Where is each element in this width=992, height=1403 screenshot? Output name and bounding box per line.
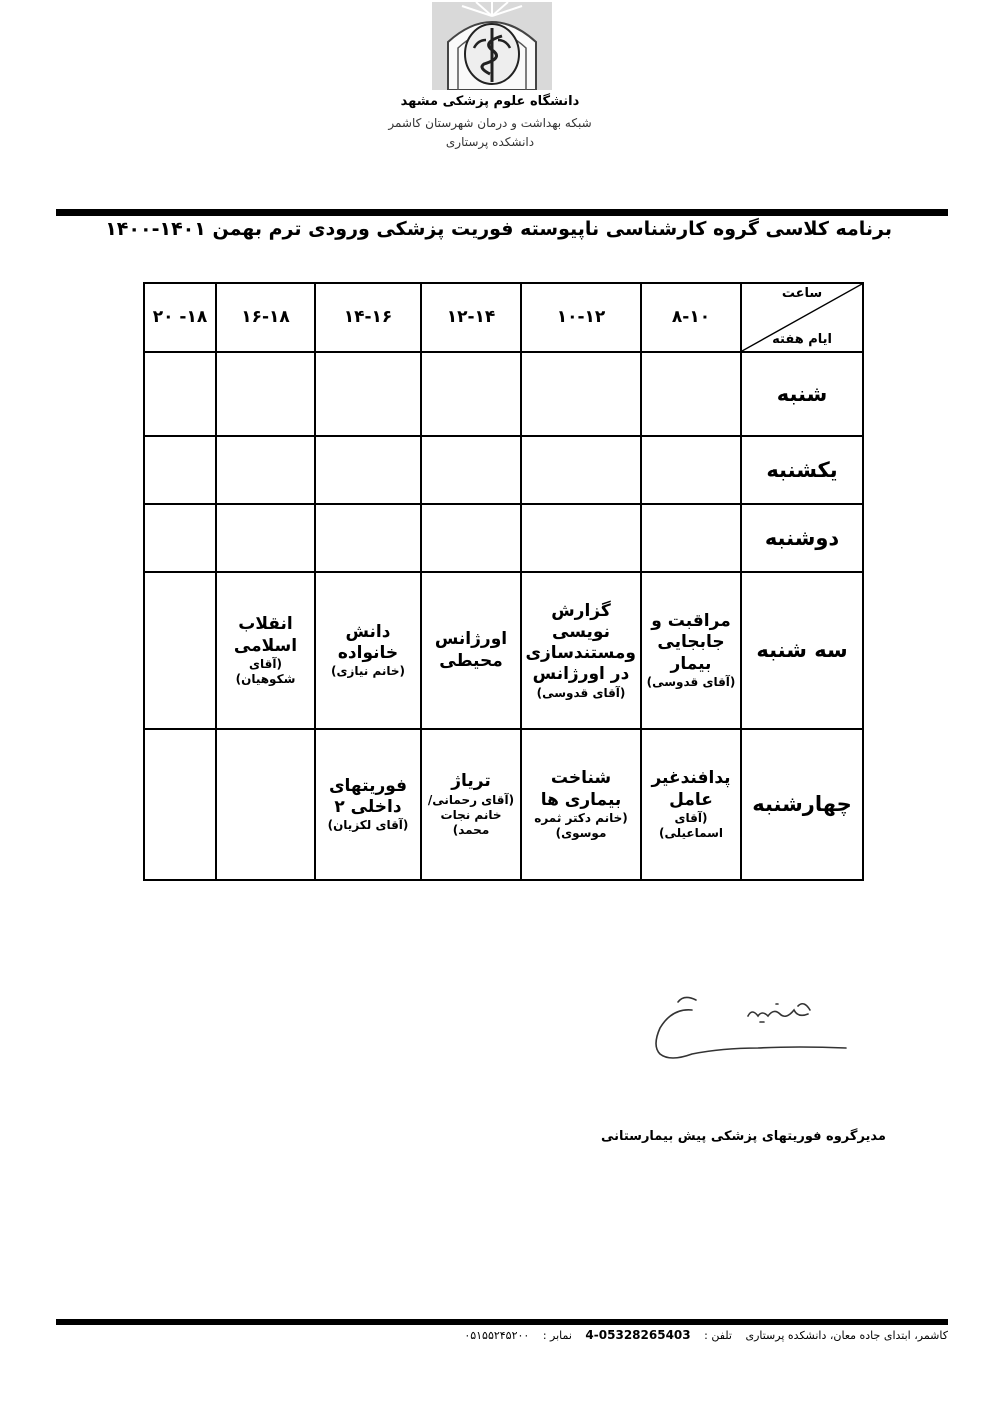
time-slot-header: ۱۶-۱۸ xyxy=(216,283,315,352)
footer-address: کاشمر، ابتدای جاده معان، دانشکده پرستاری xyxy=(745,1329,948,1342)
university-logo xyxy=(432,2,552,90)
schedule-cell xyxy=(521,504,641,572)
course-name: شناخت بیماری ها xyxy=(540,768,622,810)
schedule-cell xyxy=(521,572,641,729)
bottom-divider xyxy=(56,1319,948,1325)
schedule-cell xyxy=(641,436,741,504)
schedule-cell xyxy=(216,436,315,504)
handwritten-signature xyxy=(648,980,858,1088)
time-slot-header: ۸-۱۰ xyxy=(641,283,741,352)
instructor-name: (آقای رحمانی/خانم نجات محمد) xyxy=(427,792,515,837)
university-name: دانشگاه علوم پزشکی مشهد xyxy=(400,94,580,109)
instructor-name: (خانم دکتر ثمره موسوی) xyxy=(534,810,628,840)
schedule-cell xyxy=(421,504,521,572)
schedule-cell xyxy=(144,504,216,572)
table-row-saturday xyxy=(144,352,863,436)
document-title: برنامه کلاسی گروه کارشناسی ناپیوسته فوریت پزشکی ورودی ترم بهمن ۱۴۰۱-۱۴۰۰ xyxy=(105,218,892,240)
day-label: یکشنبه xyxy=(741,436,863,504)
schedule-cell xyxy=(641,572,741,729)
day-label: چهارشنبه xyxy=(741,729,863,880)
instructor-name: (آقای شکوهیان) xyxy=(235,656,296,686)
time-slot-header: ۱۰-۱۲ xyxy=(521,283,641,352)
schedule-cell xyxy=(521,436,641,504)
instructor-name: (آقای قدوسی) xyxy=(536,685,626,700)
schedule-cell xyxy=(144,572,216,729)
time-slot-header: ۱۸- ۲۰ xyxy=(144,283,216,352)
schedule-cell xyxy=(421,352,521,436)
instructor-name: (آقای قدوسی) xyxy=(646,674,736,689)
schedule-table xyxy=(143,282,864,881)
health-network-name: شبکه بهداشت و درمان شهرستان کاشمر xyxy=(388,116,592,130)
table-row-tuesday xyxy=(144,572,863,729)
day-label: دوشنبه xyxy=(741,504,863,572)
table-row-wednesday xyxy=(144,729,863,880)
time-slot-header: ۱۴-۱۶ xyxy=(315,283,421,352)
schedule-cell xyxy=(144,352,216,436)
instructor-name: (آقای اسماعیلی) xyxy=(658,810,724,840)
course-name: گزارش نویسی ومستندسازی در اورژانس xyxy=(525,600,636,685)
course-name: فوریتهای داخلی ۲ xyxy=(328,775,408,817)
corner-header-cell xyxy=(741,283,863,352)
footer-fax: ۰۵۱۵۵۲۴۵۲۰۰ xyxy=(464,1329,530,1342)
schedule-cell xyxy=(641,729,741,880)
schedule-cell xyxy=(641,352,741,436)
schedule-cell xyxy=(216,504,315,572)
footer-fax-label: نمابر : xyxy=(542,1329,572,1342)
day-label: سه شنبه xyxy=(741,572,863,729)
course-name: انقلاب اسلامی xyxy=(233,614,298,656)
schedule-cell xyxy=(315,504,421,572)
footer xyxy=(56,1328,948,1342)
schedule-cell xyxy=(216,729,315,880)
schedule-cell xyxy=(315,729,421,880)
time-header-row xyxy=(144,283,863,352)
weekdays-label: ایام هفته xyxy=(772,331,832,347)
table-row-sunday xyxy=(144,436,863,504)
schedule-cell xyxy=(216,352,315,436)
time-slot-header: ۱۲-۱۴ xyxy=(421,283,521,352)
course-name: اورژانس محیطی xyxy=(434,629,508,671)
schedule-cell xyxy=(521,729,641,880)
instructor-name: (خانم نیازی) xyxy=(330,664,406,679)
signature-caption: مدیرگروه فوریتهای پزشکی پیش بیمارستانی xyxy=(600,1129,886,1144)
table-row-monday xyxy=(144,504,863,572)
instructor-name: (آقای لکزیان) xyxy=(327,818,409,833)
schedule-cell xyxy=(315,572,421,729)
top-divider xyxy=(56,209,948,216)
hours-label: ساعت xyxy=(781,286,823,301)
schedule-cell xyxy=(421,572,521,729)
footer-phone-label: تلفن : xyxy=(704,1329,732,1342)
course-name: مراقبت و جابجایی بیمار xyxy=(651,611,731,674)
schedule-cell xyxy=(216,572,315,729)
course-name: ترياژ xyxy=(451,771,491,792)
course-name: دانش خانواده xyxy=(337,621,399,663)
school-name: دانشکده پرستاری xyxy=(445,135,535,149)
schedule-cell xyxy=(421,436,521,504)
schedule-cell xyxy=(421,729,521,880)
schedule-cell xyxy=(521,352,641,436)
schedule-cell xyxy=(641,504,741,572)
day-label: شنبه xyxy=(741,352,863,436)
schedule-cell xyxy=(144,729,216,880)
schedule-cell xyxy=(315,436,421,504)
schedule-cell xyxy=(144,436,216,504)
footer-phone: 05328265403-4 xyxy=(585,1328,691,1342)
course-name: پدافندغیر عامل xyxy=(651,768,731,810)
schedule-cell xyxy=(315,352,421,436)
